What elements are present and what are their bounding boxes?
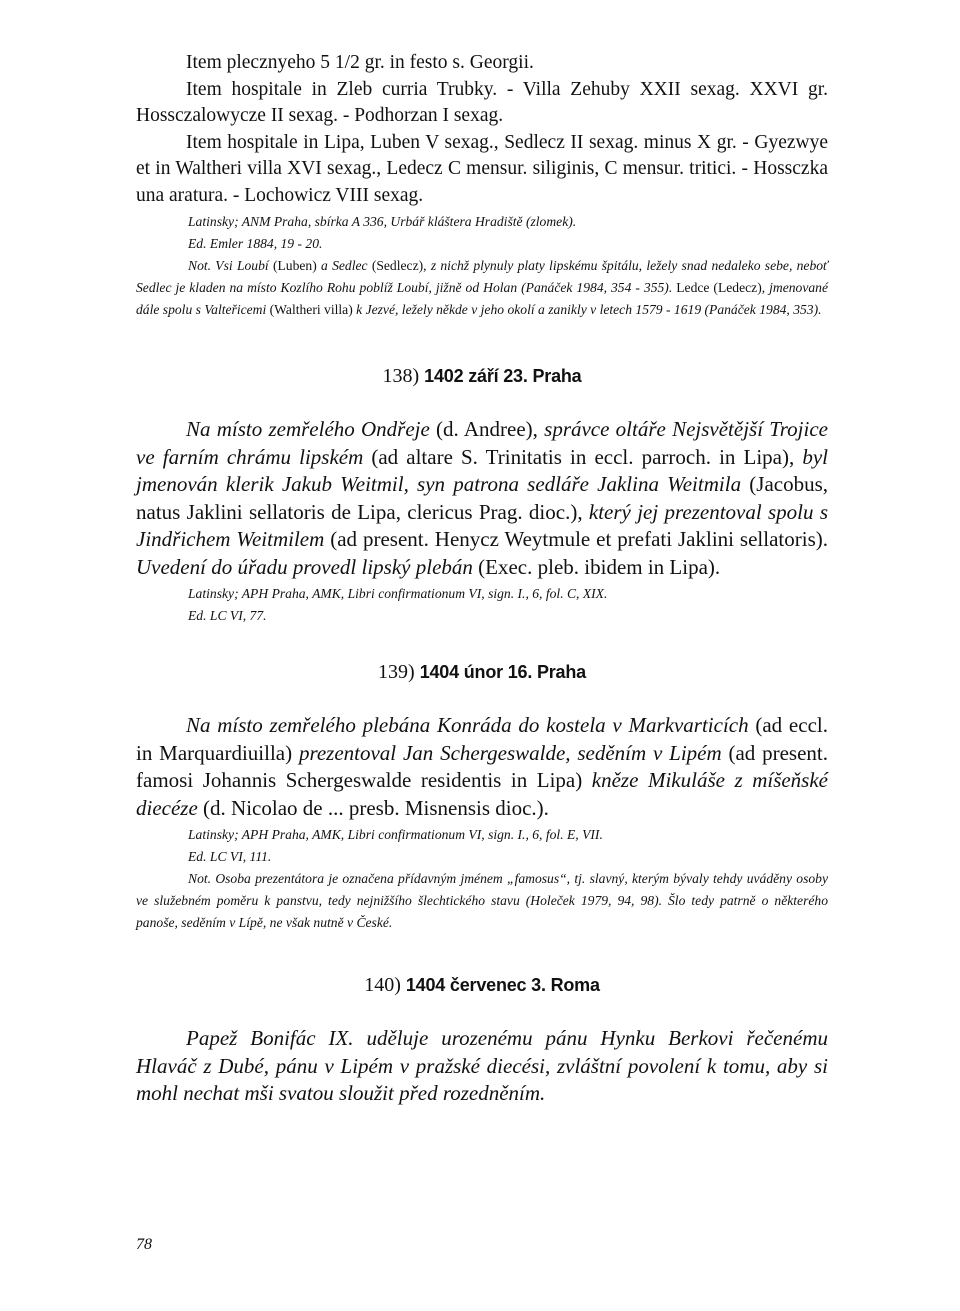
- note-part: (Waltheri villa): [269, 302, 353, 317]
- source-citation: Latinsky; APH Praha, AMK, Libri confirmationum VI, sign. I., 6, fol. C, XIX.: [188, 586, 608, 601]
- entry-heading: [136, 974, 828, 997]
- latin-text-segment: (ad present. famosi Johannis Schergeswalde residentis in Lipa): [136, 740, 828, 792]
- italic-text-segment: prezentoval Jan Schergeswalde, seděním v Lipém: [298, 740, 722, 765]
- italic-text-segment: Uvedení do úřadu provedl lipský plebán: [136, 554, 473, 579]
- latin-text-segment: (Exec. pleb. ibidem in Lipa).: [472, 554, 721, 579]
- source-citation: Latinsky; APH Praha, AMK, Libri confirmationum VI, sign. I., 6, fol. E, VII.: [188, 827, 603, 842]
- entry-number: 139): [378, 661, 420, 683]
- entry-heading: [136, 365, 828, 388]
- text-paragraph: Item hospitale in Lipa, Luben V sexag., Sedlecz II sexag. minus X gr. - Gyezwye et in Waltheri villa XVI sexag., Ledecz C mensur. siliginis, C mensur. tritici. - Hossczka una aratura. - Lochowicz VIII sexag.: [136, 131, 828, 206]
- italic-text-segment: správce oltáře Nejsvětější Trojice ve farním chrámu lipském: [136, 417, 828, 469]
- text-paragraph: Item hospitale in Zleb curria Trubky. - Villa Zehuby XXII sexag. XXVI gr. Hossczalowycze II sexag. - Podhorzan I sexag.: [136, 78, 828, 126]
- entry-date: 1402 září 23. Praha: [424, 366, 582, 386]
- entry-date: 1404 únor 16. Praha: [419, 662, 586, 682]
- document-page: [136, 50, 828, 1108]
- page-number: 78: [136, 1236, 152, 1253]
- latin-text-segment: (ad eccl. in Marquardiuilla): [136, 713, 828, 765]
- italic-text-segment: kněze Mikuláše z míšeňské diecéze: [136, 768, 828, 820]
- edition-citation: Ed. LC VI, 77.: [188, 608, 267, 623]
- entry-text: [136, 712, 828, 822]
- italic-text-segment: Na místo zemřelého plebána Konráda do kostela v Markvarticích: [186, 713, 749, 737]
- edition-citation: Ed. Emler 1884, 19 - 20.: [188, 236, 323, 251]
- note-part: (Sedlecz),: [371, 258, 427, 273]
- note-part: z nichž plynuly platy lipskému špitálu, ležely snad nedaleko sebe, neboť Sedlec je kladen na místo Kozlího Rohu poblíž Loubí, jižně od Holan (Panáček 1984, 354 - 355).: [136, 258, 828, 295]
- note-paragraph: Not. Osoba prezentátora je označena přídavným jménem „famosus“, tj. slavný, kterým bývaly tehdy uváděny osoby ve služebném poměru k panstvu, tedy nejnižšího šlechtického stavu (Holeček 1979, 94, 98). Šlo tedy patrně o některého panoše, seděním v Lípě, ne však nutně v České.: [136, 871, 828, 930]
- italic-text-segment: Na místo zemřelého Ondřeje: [186, 417, 430, 441]
- text-line: Item plecznyeho 5 1/2 gr. in festo s. Georgii.: [186, 52, 534, 73]
- note-part: a Sedlec: [316, 258, 372, 273]
- italic-text-segment: byl jmenován klerik Jakub Weitmil, syn patrona sedláře Jaklina Weitmila: [136, 444, 828, 496]
- source-citation: Latinsky; ANM Praha, sbírka A 336, Urbář kláštera Hradiště (zlomek).: [188, 214, 577, 229]
- latin-text-segment: (ad altare S. Trinitatis in eccl. parroch. in Lipa),: [363, 444, 803, 469]
- note-part: Ledce (Ledecz),: [676, 280, 766, 295]
- note-paragraph: [136, 255, 828, 321]
- entry-text: Papež Bonifác IX. uděluje urozenému pánu Hynku Berkovi řečenému Hlaváč z Dubé, pánu v Lipém v pražské diecési, zvláštní povolení k tomu, aby si mohl nechat mši svatou sloužit před rozedněním.: [136, 1026, 828, 1105]
- entry-number: 138): [382, 365, 425, 387]
- latin-text-segment: (Jacobus, natus Jaklini sellatoris de Lipa, clericus Prag. dioc.),: [136, 472, 829, 524]
- entry-text: [136, 416, 828, 581]
- note-part: (Luben): [272, 258, 317, 273]
- entry-date: 1404 červenec 3. Roma: [405, 975, 600, 995]
- entry-number: 140): [364, 974, 406, 996]
- top-block: [136, 50, 828, 209]
- note-part: k Jezvé, ležely někde v jeho okolí a zanikly v letech 1579 - 1619 (Panáček 1984, 353).: [352, 302, 822, 317]
- note-part: Not. Vsi Loubí: [188, 258, 273, 273]
- note-part: jmenované dále spolu s Valteřicemi: [136, 280, 829, 317]
- italic-text-segment: který jej prezentoval spolu s Jindřichem Weitmilem: [136, 499, 828, 551]
- latin-text-segment: (d. Andree),: [429, 417, 545, 441]
- edition-citation: Ed. LC VI, 111.: [188, 849, 272, 864]
- entry-heading: [136, 661, 828, 684]
- latin-text-segment: (ad present. Henycz Weytmule et prefati Jaklini sellatoris).: [324, 527, 828, 551]
- latin-text-segment: (d. Nicolao de ... presb. Misnensis dioc.).: [197, 795, 549, 820]
